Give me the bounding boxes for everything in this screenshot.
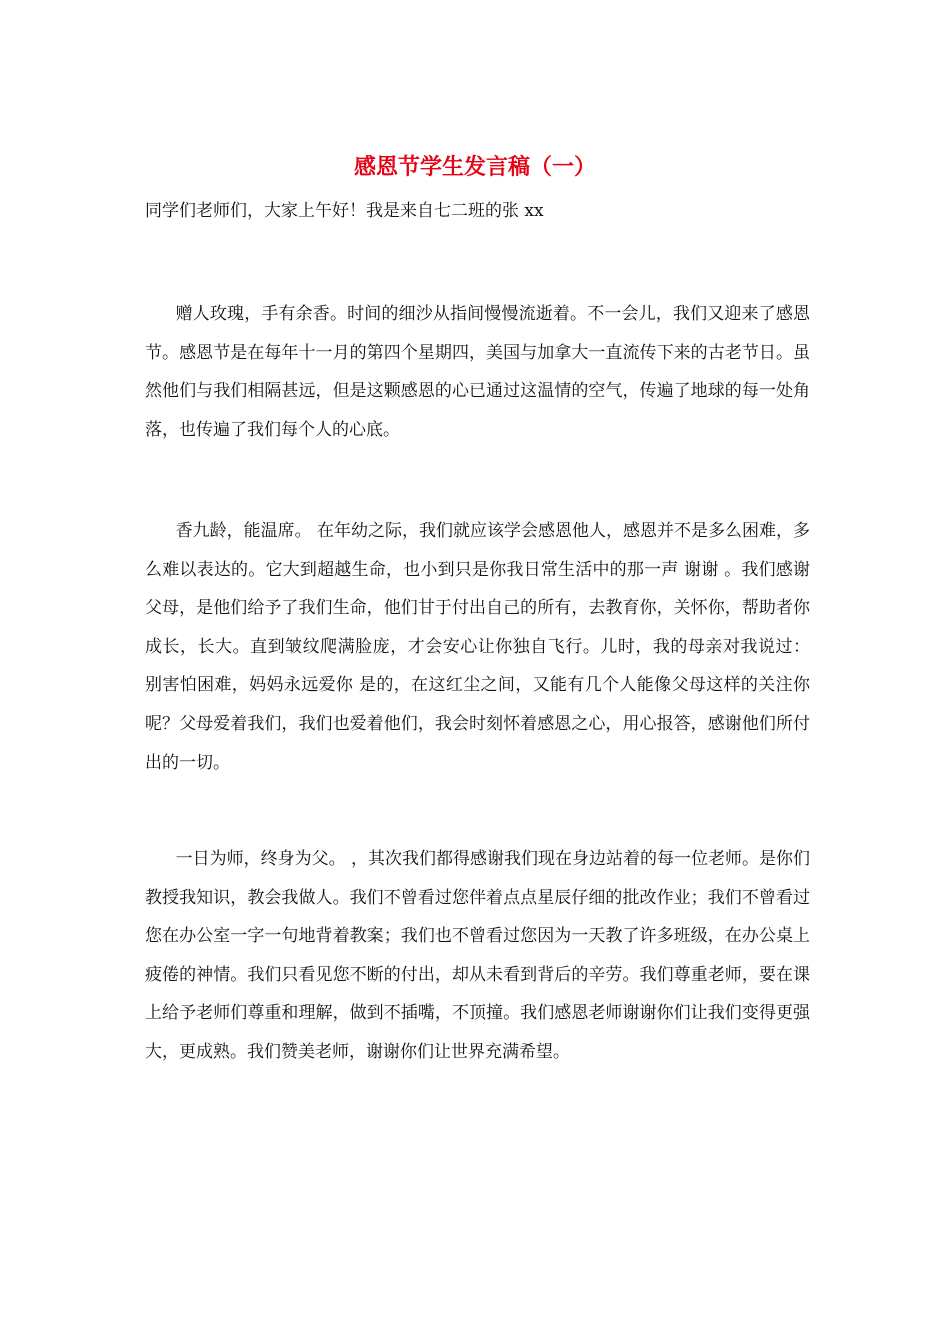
paragraph-1: 赠人玫瑰，手有余香。时间的细沙从指间慢慢流逝着。不一会儿，我们又迎来了感恩节。感恩节是在每年十一月的第四个星期四，美国与加拿大一直流传下来的古老节日。虽然他们与我们相隔甚远，但是这颗感恩的心已通过这温情的空气，传遍了地球的每一处角落，也传遍了我们每个人的心底。 [145,304,810,440]
greeting-line: 同学们老师们，大家上午好！我是来自七二班的张 xx [145,201,544,221]
paragraph-3: 一日为师，终身为父。 ，其次我们都得感谢我们现在身边站着的每一位老师。是你们教授我知识，教会我做人。我们不曾看过您伴着点点星辰仔细的批改作业；我们不曾看过您在办公室一字一句地背着教案；我们也不曾看过您因为一天教了许多班级，在办公桌上疲倦的神情。我们只看见您不断的付出，却从未看到背后的辛劳。我们尊重老师，要在课上给予老师们尊重和理解，做到不插嘴，不顶撞。我们感恩老师谢谢你们让我们变得更强大，更成熟。我们赞美老师，谢谢你们让世界充满希望。 [145,849,810,1062]
paragraph-2: 香九龄，能温席。 在年幼之际，我们就应该学会感恩他人，感恩并不是多么困难，多么难以表达的。它大到超越生命，也小到只是你我日常生活中的那一声 谢谢 。我们感谢父母，是他们给予了我们生命，他们甘于付出自己的所有，去教育你，关怀你，帮助者你成长，长大。直到皱纹爬满脸庞，才会安心让你独自飞行。儿时，我的母亲对我说过： 别害怕困难，妈妈永远爱你 是的，在这红尘之间，又能有几个人能像父母这样的关注你呢？父母爱着我们，我们也爱着他们，我会时刻怀着感恩之心，用心报答，感谢他们所付出的一切。 [145,521,810,773]
document-title: 感恩节学生发言稿（一） [353,154,596,180]
